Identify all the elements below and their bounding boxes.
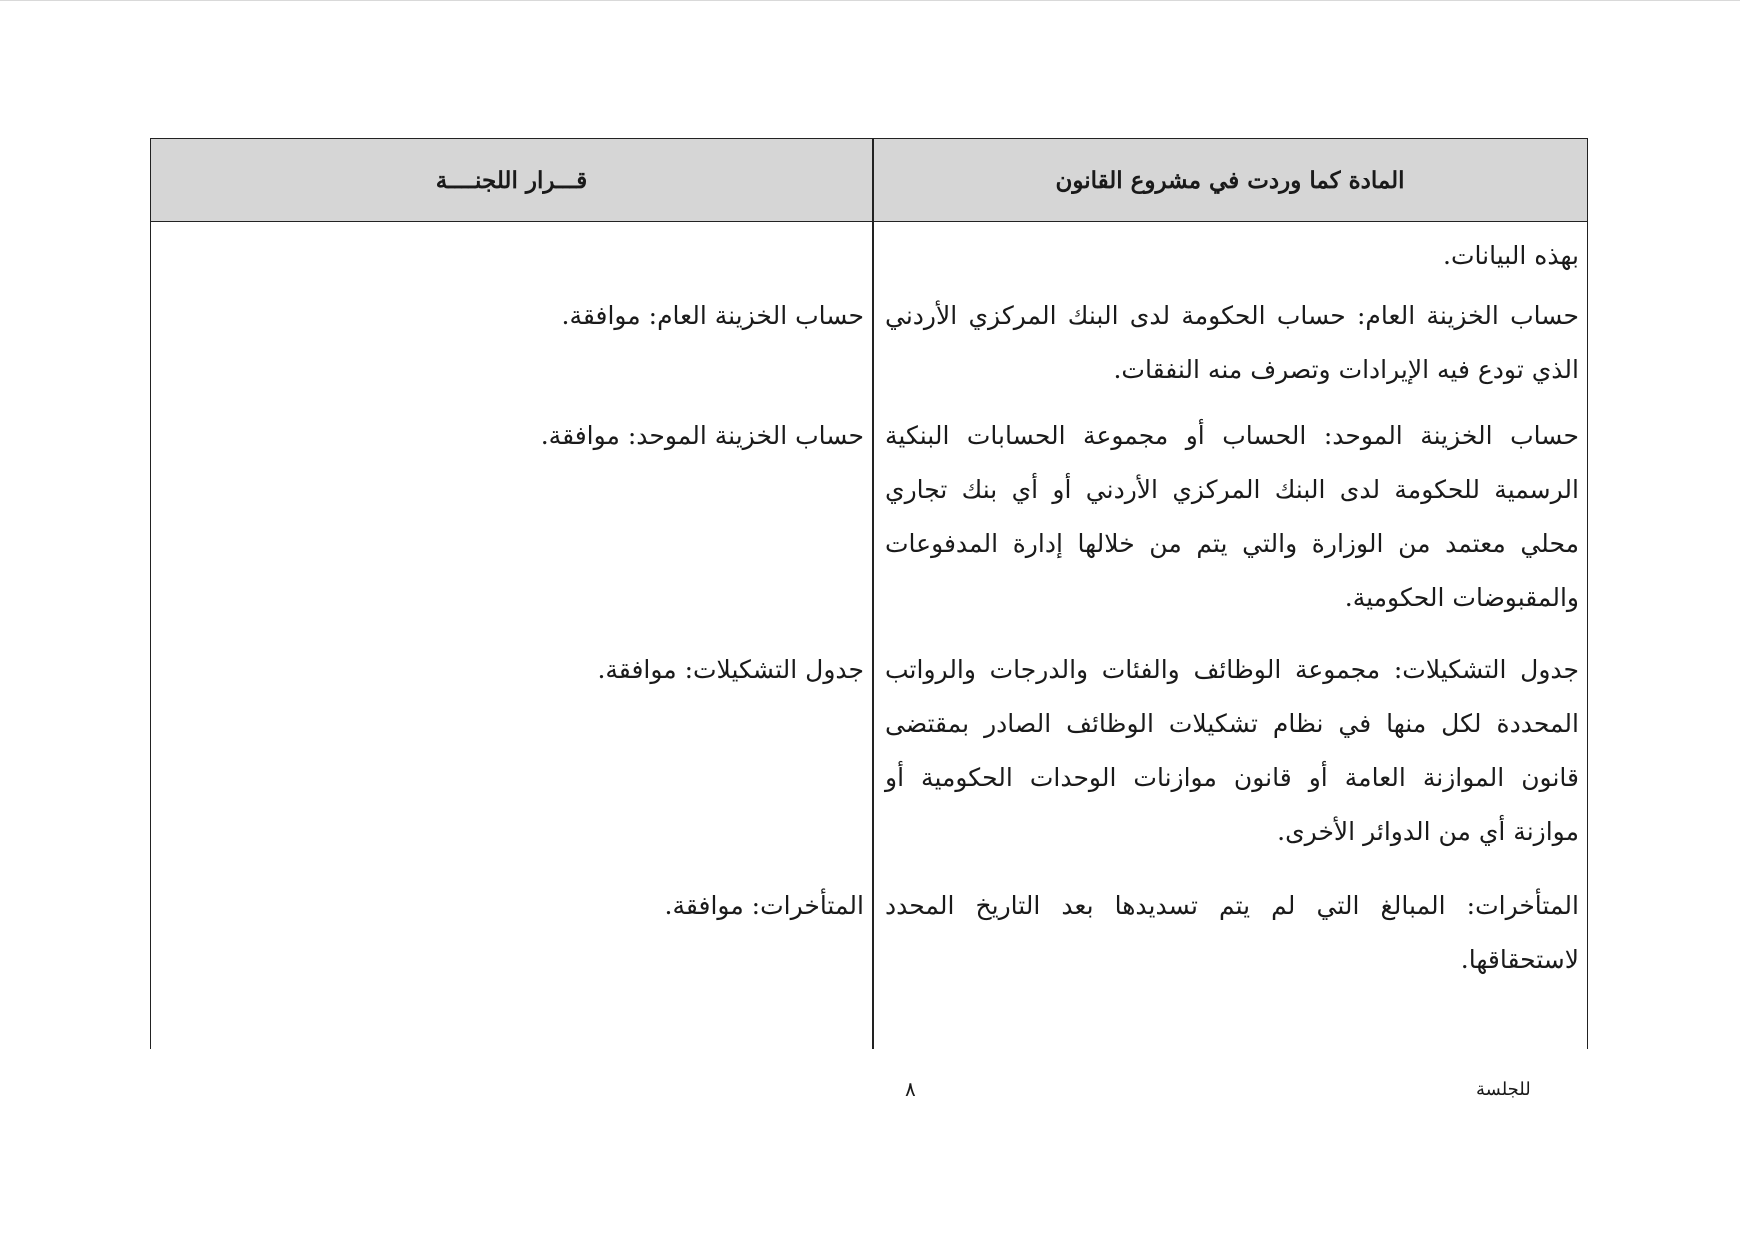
decision-entry: حساب الخزينة العام: موافقة. xyxy=(561,301,864,330)
decision-entry: حساب الخزينة الموحد: موافقة. xyxy=(540,421,864,450)
page-number: ٨ xyxy=(905,1077,916,1101)
article-text-column xyxy=(873,223,1587,1049)
comparison-table xyxy=(150,138,1588,1049)
article-paragraph: جدول التشكيلات: مجموعة الوظائف والفئات والدرجات والرواتب المحددة لكل منها في نظام تشكيلات الوظائف الصادر بمقتضى قانون الموازنة العامة أو قانون موازنات الوحدات الحكومية أو موازنة أي من الدوائر الأخرى. xyxy=(885,655,1579,846)
article-paragraph: بهذه البيانات. xyxy=(1443,241,1579,270)
article-paragraph: المتأخرات: المبالغ التي لم يتم تسديدها بعد التاريخ المحدد لاستحقاقها. xyxy=(885,891,1579,974)
table-header-row xyxy=(151,139,1587,222)
footer-session-label: للجلسة xyxy=(1476,1079,1531,1100)
decision-entry: المتأخرات: موافقة. xyxy=(664,891,864,920)
article-paragraph: حساب الخزينة الموحد: الحساب أو مجموعة الحسابات البنكية الرسمية للحكومة لدى البنك المركزي الأردني أو أي بنك تجاري محلي معتمد من الوزارة والتي يتم من خلالها إدارة المدفوعات والمقبوضات الحكومية. xyxy=(885,421,1579,612)
decision-entry: جدول التشكيلات: موافقة. xyxy=(597,655,864,684)
page-top-edge xyxy=(0,0,1740,1)
header-article-text: المادة كما وردت في مشروع القانون xyxy=(1055,166,1405,194)
header-committee-decision: قـــرار اللجنــــة xyxy=(435,166,588,194)
committee-decision-column xyxy=(151,223,872,1049)
article-paragraph: حساب الخزينة العام: حساب الحكومة لدى البنك المركزي الأردني الذي تودع فيه الإيرادات وتصرف منه النفقات. xyxy=(885,301,1579,384)
